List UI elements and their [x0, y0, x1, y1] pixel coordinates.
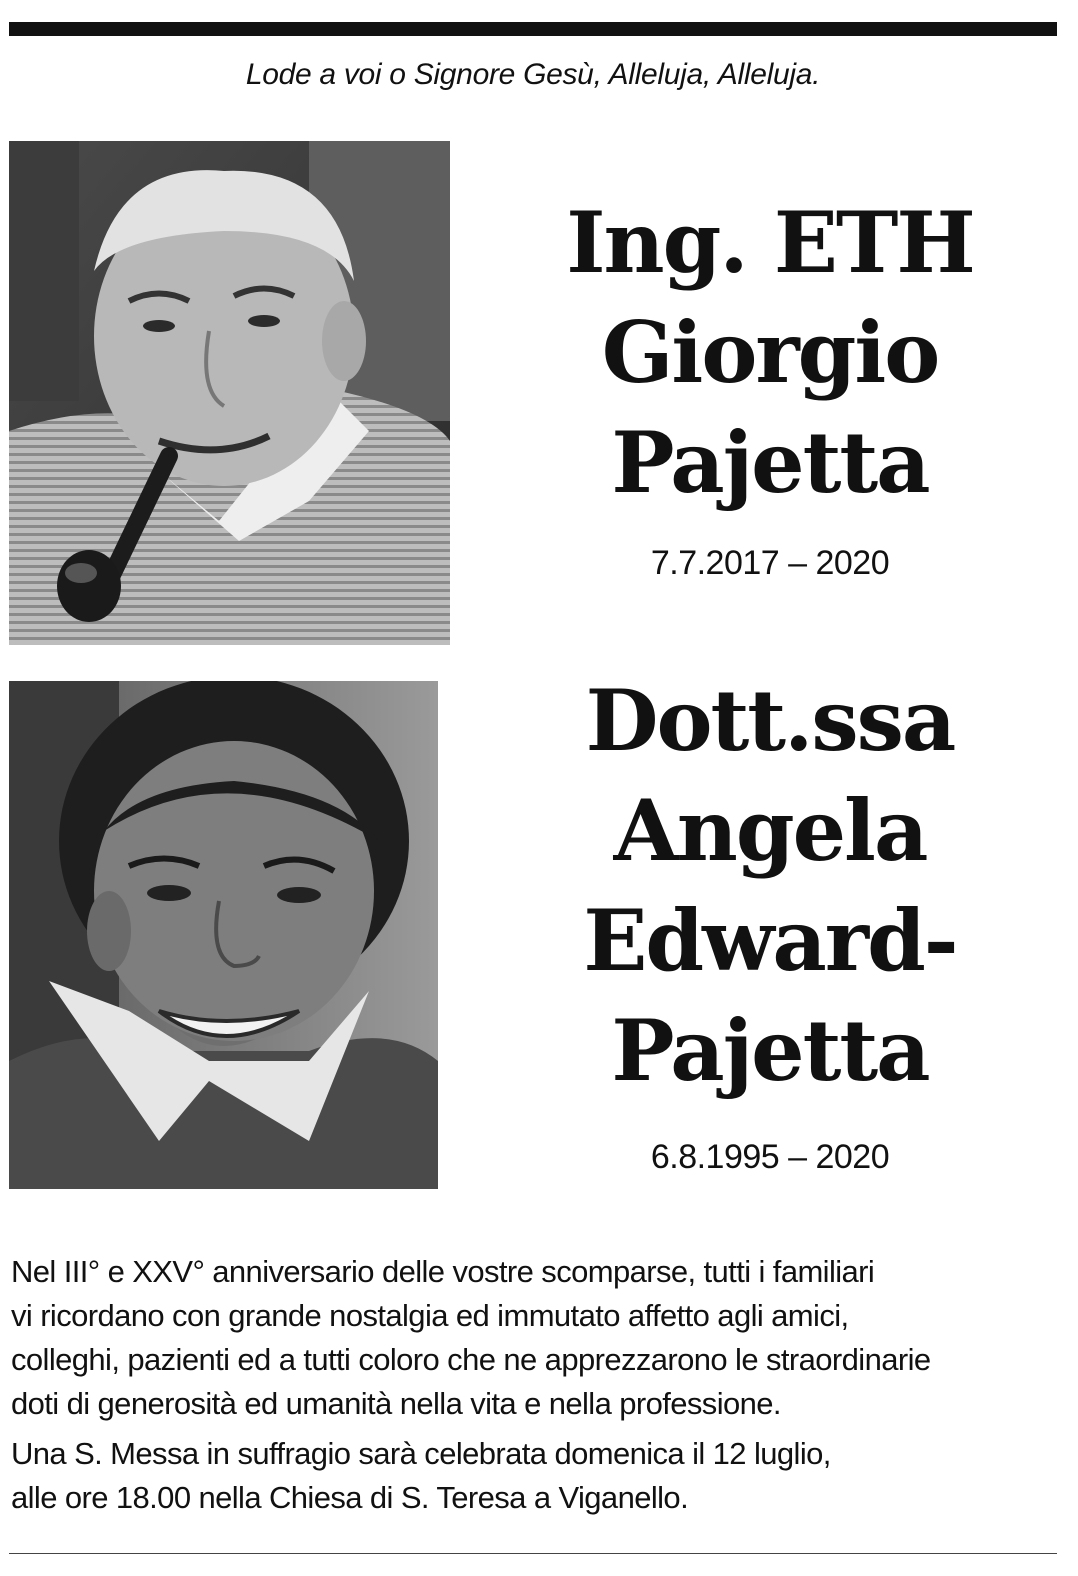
- bottom-rule: [9, 1553, 1057, 1554]
- name-line: Ing. ETH: [566, 193, 974, 292]
- memorial-paragraph: Nel III° e XXV° anniversario delle vostre scomparse, tutti i familiari vi ricordano con grande nostalgia ed immutato affetto agli amici, colleghi, pazienti ed a tutti coloro che ne apprezzarono le straordinarie doti di generosità ed umanità nella vita e nella professione.: [11, 1254, 931, 1421]
- name-line: Pajetta: [611, 1001, 929, 1100]
- name-line: Giorgio: [601, 303, 939, 402]
- portrait-photo-giorgio: [9, 141, 450, 645]
- name-line: Dott.ssa: [585, 671, 955, 770]
- mass-announcement-paragraph: Una S. Messa in suffragio sarà celebrata domenica il 12 luglio, alle ore 18.00 nella Chiesa di S. Teresa a Viganello.: [11, 1436, 831, 1515]
- name-line: Angela: [613, 781, 927, 880]
- name-giorgio-pajetta: [470, 188, 1070, 518]
- name-line: Pajetta: [611, 413, 929, 512]
- name-angela-edward-pajetta: [470, 666, 1070, 1106]
- dates-giorgio: 7.7.2017 – 2020: [650, 544, 890, 582]
- dates-angela: 6.8.1995 – 2020: [650, 1138, 890, 1176]
- portrait-photo-angela: [9, 681, 438, 1189]
- motto: Lode a voi o Signore Gesù, Alleluja, Alleluja.: [245, 58, 821, 91]
- name-line: Edward-: [583, 891, 957, 990]
- top-rule: [9, 22, 1057, 36]
